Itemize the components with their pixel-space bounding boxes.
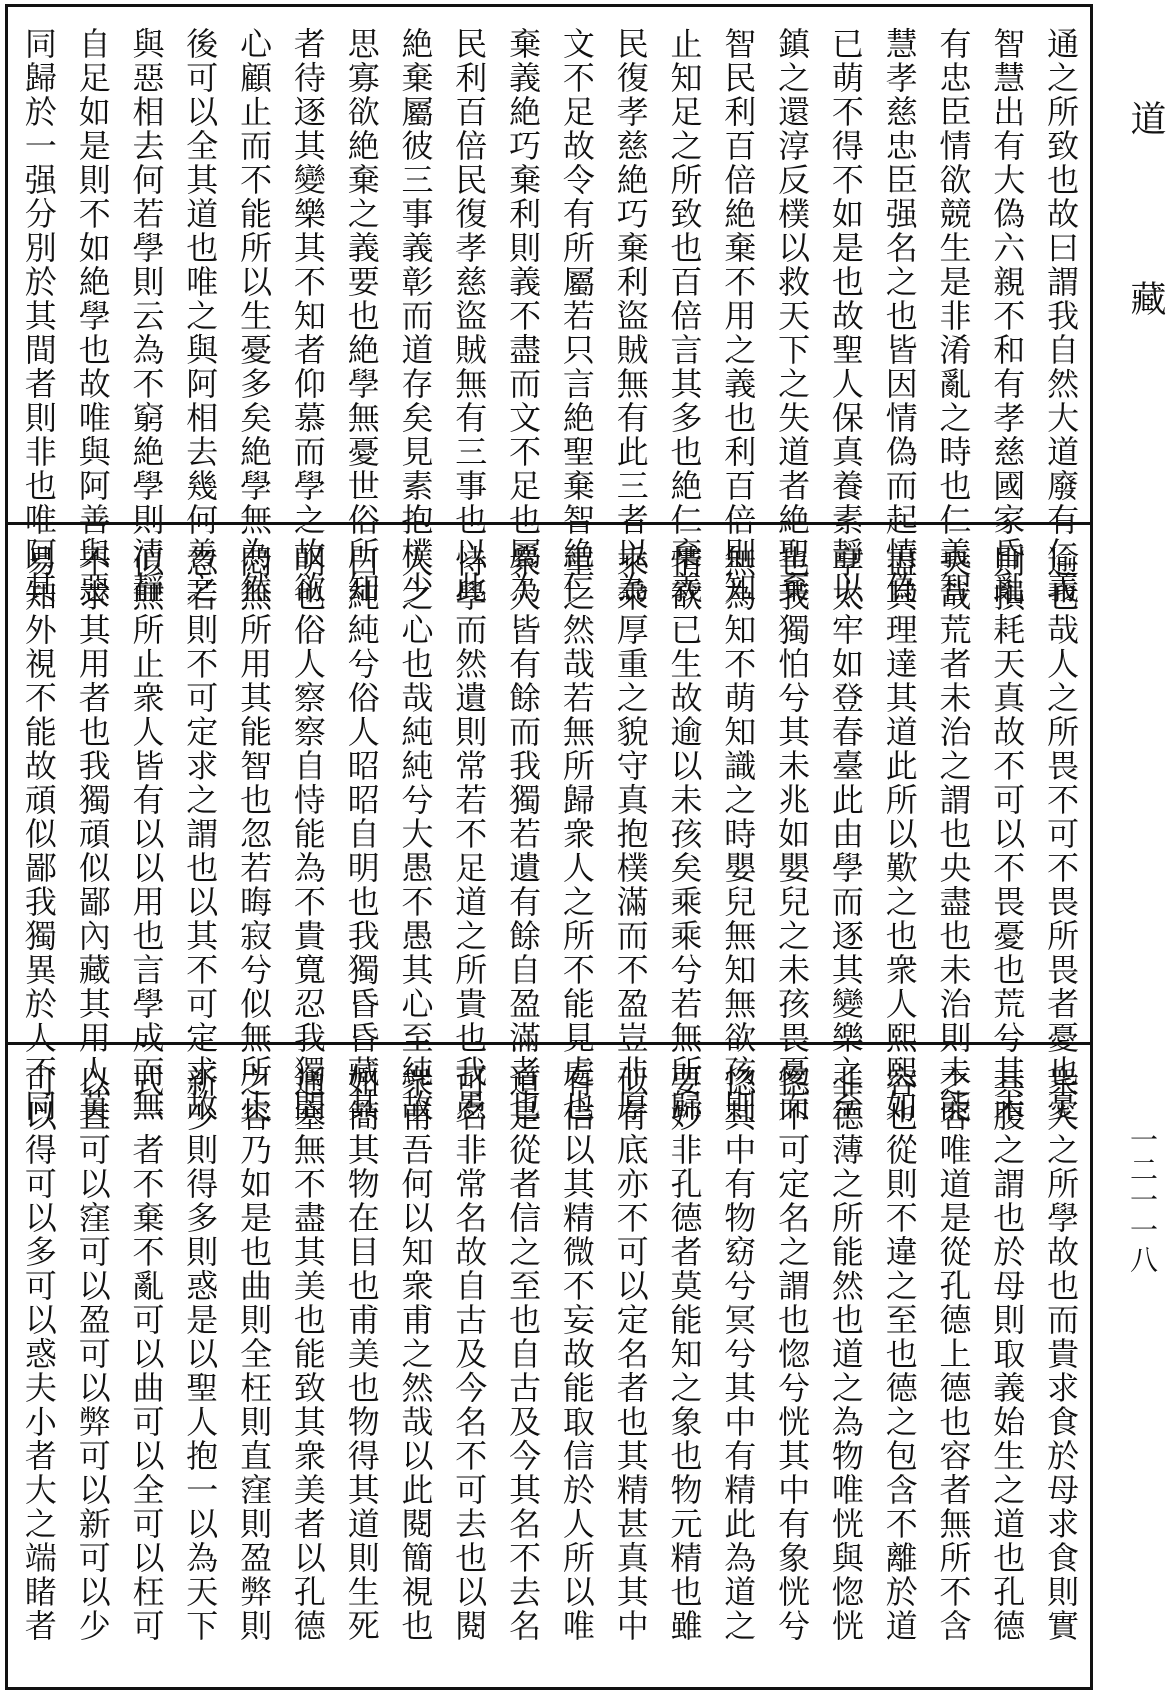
text-column: 非德薄之所能然也道之為物唯恍與惚恍	[826, 1065, 865, 1643]
text-column: 易知外視不能故頑似鄙我獨異於人不同	[19, 545, 58, 1123]
text-column: 衆人之所學故也而貴求食於母求食則實	[1042, 1065, 1081, 1643]
text-column: 以直可以窪可以盈可以弊可以新可以少	[73, 1065, 112, 1643]
text-column: 乘乘厚重之貌守真抱樸滿而不盈豈非厚	[611, 545, 650, 1123]
text-column: 鎮之還淳反樸以救天下之失道者絶聖棄	[773, 27, 812, 605]
text-column: 文不足故令有所屬若只言絶聖棄智絶仁	[557, 27, 596, 605]
text-column: 盡其理達其道此所以歎之也衆人熙熙如	[880, 545, 919, 1123]
text-column: 之容唯道是從孔德上德也容者無所不含	[934, 1065, 973, 1643]
text-column: 止知足之所致也百倍言其多也絶仁棄義	[665, 27, 704, 605]
text-column: 衆人皆有餘而我獨若遺有餘自盈滿者也	[504, 545, 543, 1123]
text-column: 有忠臣情欲競生是非淆亂之時也仁義智	[934, 27, 973, 605]
text-column: 通之所致也故曰謂我自然大道廢有仁義	[1042, 27, 1081, 605]
text-column: 新少則得多則惑是以聖人抱一以為天下	[181, 1065, 220, 1643]
text-column: 棄義絶巧棄利則義不盡而文不足也屬為	[504, 27, 543, 605]
text-column: 容也從則不違之至也德之包含不離於道	[880, 1065, 919, 1643]
text-column: 民復孝慈絶巧棄利盜賊無有此三者以為	[611, 27, 650, 605]
text-column: 自足如是則不如絶學也故唯與阿善與惡	[73, 27, 112, 605]
text-column: 惚其中有物窈兮冥兮其中有精此為道之	[719, 1065, 758, 1643]
text-column: 道是從者信之至也自古及今其名不去名	[504, 1065, 543, 1643]
text-column: 可名非常名故自古及今名不可去也以閱	[450, 1065, 489, 1643]
text-column: 明也俗人察察自恃能為不貴寬忍我獨悶	[288, 545, 327, 1123]
text-column: 情欲已生故逾以未孩矣乘乘兮若無所歸	[665, 545, 704, 1123]
text-column: 者待逐其變樂其不知者仰慕而學之故欲	[288, 27, 327, 605]
text-column: 悶無所用其能智也忽若晦寂兮似無所止	[235, 545, 274, 1123]
text-column: 已萌不得不如是也故聖人保真養素靜以	[826, 27, 865, 605]
text-column: 可以得可以多可以惑夫小者大之端睹者	[19, 1065, 58, 1643]
text-column: 逾也哉人之所畏不可不畏所畏者憂也憂	[1042, 545, 1081, 1123]
text-panel-middle	[8, 525, 1090, 1123]
text-column: 其腹之謂也於母則取義始生之道也孔德	[988, 1065, 1027, 1643]
text-column: 心顧止而不能所以生憂多矣絶學無為然	[235, 27, 274, 605]
text-column: 恃學而然遺則常若不足道之所貴也我愚	[450, 545, 489, 1123]
text-column: 民利百倍民復孝慈盜賊無有三事也以此	[450, 27, 489, 605]
text-column: 衆甫吾何以知衆甫之然哉以此閱簡視也	[396, 1065, 435, 1643]
page-number: 一二一一八	[1126, 1125, 1159, 1275]
text-column: 同歸於一强分別於其間者則非也唯阿其	[19, 27, 58, 605]
text-column: 也我獨怕兮其未兆如嬰兒之未孩畏憂而	[773, 545, 812, 1123]
text-column: 如簡其物在目也甫美也物得其道則生死	[342, 1065, 381, 1643]
text-column: 思寡欲絶棄之義要也絶學無憂世俗所知	[342, 27, 381, 605]
text-column: 無為知不萌知識之時嬰兒無知無欲孩則	[719, 545, 758, 1123]
margin-title-zang: 藏	[1125, 280, 1166, 316]
text-column: 似有底亦不可以定名者也其精甚真其中	[611, 1065, 650, 1643]
text-column: 通塞無不盡其美也能致其衆美者以孔德	[288, 1065, 327, 1643]
text-column: 式一者不棄不亂可以曲可以全可以枉可	[127, 1065, 166, 1643]
margin-title-dao: 道	[1125, 100, 1166, 136]
text-column: 有信以其精微不妄故能取信於人所以唯	[557, 1065, 596, 1643]
text-column: 與惡相去何若學則云為不窮絶學則清靜	[127, 27, 166, 605]
text-column: 後可以全其道也唯之與阿相去幾何善之	[181, 27, 220, 605]
text-column: 之容乃如是也曲則全枉則直窪則盈弊則	[235, 1065, 274, 1643]
text-column: 智民利百倍絶棄不用之義也利百倍則知	[719, 27, 758, 605]
text-column: 人之心也哉純純兮大愚不愚其心至純故	[396, 545, 435, 1123]
text-column: 智慧出有大偽六親不和有孝慈國家昏亂	[988, 27, 1027, 605]
text-column: 曰純純兮俗人昭昭自明也我獨昏昏藏其	[342, 545, 381, 1123]
text-column: 忽若則不可定求之謂也以其不可定求故	[181, 545, 220, 1123]
text-column: 重之然哉若無所歸衆人之所不能見處也	[557, 545, 596, 1123]
text-column: 央哉荒者未治之謂也央盡也未治則未能	[934, 545, 973, 1123]
text-column: 不求其用者也我獨頑似鄙內藏其用人莫	[73, 545, 112, 1123]
text-column: 惚不可定名之謂也惚兮恍其中有象恍兮	[773, 1065, 812, 1643]
text-column: 則損耗天真故不可以不畏憂也荒兮其未	[988, 545, 1027, 1123]
text-column: 慧孝慈忠臣强名之也皆因情偽而起情偽	[880, 27, 919, 605]
text-column: 要妙非孔德者莫能知之象也物元精也雖	[665, 1065, 704, 1643]
text-column: 絶棄屬彼三事義彰而道存矣見素抱樸少	[396, 27, 435, 605]
text-panel-bottom	[8, 1045, 1090, 1687]
page-frame	[5, 4, 1093, 1690]
text-panel-top	[8, 7, 1090, 605]
text-column: 享太牢如登春臺此由學而逐其變樂之至	[826, 545, 865, 1123]
text-column: 似無所止衆人皆有以以用也言學成而無	[127, 545, 166, 1123]
